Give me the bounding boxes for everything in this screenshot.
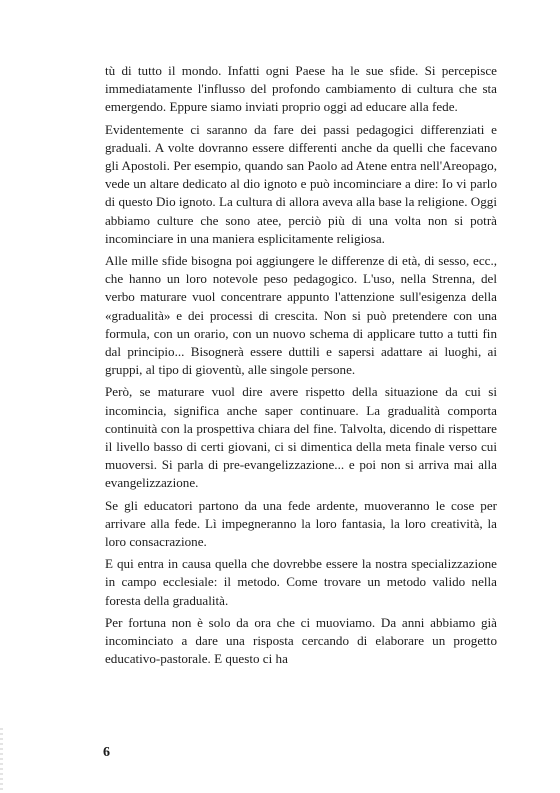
- paragraph-6: E qui entra in causa quella che dovrebbe essere la nostra specializzazione in campo ecclesiale: il metodo. Come trovare un metodo valido nella foresta della gradualità.: [105, 556, 497, 608]
- paragraph-7: Per fortuna non è solo da ora che ci muoviamo. Da anni abbiamo già incominciato a dare una risposta cercando di elaborare un progetto educativo-pastorale. E questo ci ha: [105, 614, 497, 667]
- paragraph-5: Se gli educatori partono da una fede ardente, muoveranno le cose per arrivare alla fede. Lì impegneranno la loro fantasia, la loro creatività, la loro consacrazione.: [105, 497, 497, 550]
- paragraph-1: tù di tutto il mondo. Infatti ogni Paese ha le sue sfide. Si percepisce immediatamente l'influsso del profondo cambiamento di cultura che sta emergendo. Eppure siamo inviati proprio oggi ad educare alla fede.: [105, 63, 497, 115]
- paragraph-4: Però, se maturare vuol dire avere rispetto della situazione da cui si incomincia, significa anche saper continuare. La gradualità comporta continuità con la prospettiva chiara del fine. Talvolta, dicendo di rispettare il livello basso di certi giovani, ci si dimentica della meta finale verso cui muoversi. Si parla di pre-evangelizzazione... e poi non si arriva mai alla evangelizzazione.: [105, 384, 497, 491]
- scan-edge-mark: [0, 728, 3, 793]
- paragraph-2: Evidentemente ci saranno da fare dei passi pedagogici differenziati e graduali. A volte dovranno essere differenti anche da quelli che facevano gli Apostoli. Per esempio, quando san Paolo ad Atene entra nell'Areopago, vede un altare dedicato al dio ignoto e può incominciare a dire: Io vi parlo di questo Dio ignoto. La cultura di allora aveva alla base la religione. Oggi abbiamo culture che sono atee, perciò più di una volta non si potrà incominciare in una maniera esplicitamente religiosa.: [105, 121, 497, 246]
- page-number: 6: [103, 745, 110, 760]
- paragraph-3: Alle mille sfide bisogna poi aggiungere le differenze di età, di sesso, ecc., che hanno un loro notevole peso pedagogico. L'uso, nella Strenna, del verbo maturare vuol concentrare appunto l'attenzione sull'esigenza della «gradualità» e dei processi di crescita. Non si può pretendere con una formula, con un orario, con un nuovo schema di applicare tutto a tutti fin dal principio... Bisognerà essere duttili e sapersi adattare ai luoghi, ai gruppi, al tipo di gioventù, alle singole persone.: [105, 253, 497, 378]
- body-text: [105, 62, 497, 673]
